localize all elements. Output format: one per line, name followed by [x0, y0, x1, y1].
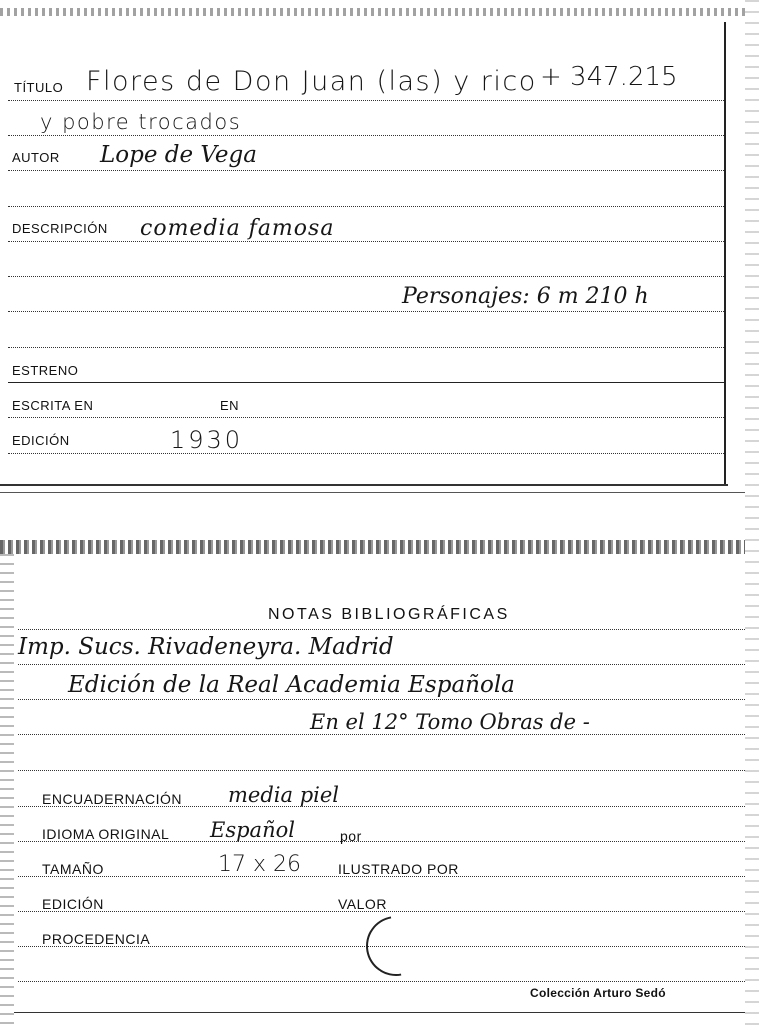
label-valor: VALOR [338, 896, 387, 912]
card-bottom-left-edge [0, 554, 14, 1024]
collection-footer: Colección Arturo Sedó [530, 986, 666, 1000]
card-bottom-top-edge [0, 540, 745, 554]
label-ilustrado-por: ILUSTRADO POR [338, 861, 459, 877]
label-descripcion: DESCRIPCIÓN [12, 221, 108, 236]
label-idioma-original: IDIOMA ORIGINAL [42, 826, 170, 842]
value-autor: Lope de Vega [100, 142, 257, 168]
label-estreno: ESTRENO [12, 363, 79, 378]
note-line-3: En el 12° Tomo Obras de - [310, 710, 590, 734]
rule-line [18, 734, 745, 735]
label-encuadernacion: ENCUADERNACIÓN [42, 791, 183, 807]
label-titulo: TÍTULO [14, 80, 64, 95]
value-titulo-line1: Flores de Don Juan (las) y rico [86, 66, 537, 97]
card-top-top-edge [0, 8, 745, 16]
notas-heading: NOTAS BIBLIOGRÁFICAS [268, 606, 510, 623]
label-edicion: EDICIÓN [12, 433, 70, 448]
value-idioma-original: Español [210, 818, 295, 842]
rule-line [18, 629, 745, 630]
rule-line [18, 770, 745, 771]
rule-line [8, 206, 724, 207]
rule-line [8, 417, 724, 418]
value-titulo-line2: y pobre trocados [40, 110, 242, 134]
label-autor: AUTOR [12, 150, 60, 165]
rule-line [8, 241, 724, 242]
scan-edge-right [745, 0, 759, 1028]
value-edicion: 1930 [170, 426, 244, 454]
note-line-2: Edición de la Real Academia Española [68, 672, 515, 698]
rule-line [8, 453, 724, 454]
rule-line [18, 664, 745, 665]
rule-line [8, 170, 724, 171]
catalog-card-bottom [0, 540, 745, 1028]
value-personajes: Personajes: 6 m 210 h [402, 284, 649, 309]
value-tamano: 17 x 26 [218, 852, 301, 877]
card-top-right-border [724, 22, 726, 484]
rule-line [8, 382, 724, 383]
rule-line [8, 100, 724, 101]
card-top-bottom-border [0, 484, 728, 486]
rule-line [18, 981, 745, 982]
label-escrita-en: ESCRITA EN [12, 398, 94, 413]
rule-line [8, 276, 724, 277]
rule-line [8, 347, 724, 348]
rule-line [8, 135, 724, 136]
stamp-mark [354, 904, 438, 988]
label-tamano: TAMAÑO [42, 861, 104, 877]
note-line-1: Imp. Sucs. Rivadeneyra. Madrid [18, 634, 394, 660]
label-por: por [340, 828, 362, 844]
label-en: EN [220, 398, 240, 413]
label-procedencia: PROCEDENCIA [42, 931, 151, 947]
card-separator [0, 492, 745, 493]
value-encuadernacion: media piel [228, 783, 339, 807]
value-titulo-number: + 347.215 [540, 62, 678, 92]
card-bottom-bottom-border [14, 1012, 745, 1013]
catalog-card-top [0, 0, 728, 486]
value-descripcion: comedia famosa [140, 216, 335, 241]
rule-line [8, 311, 724, 312]
label-edicion-bottom: EDICIÓN [42, 896, 104, 912]
rule-line [18, 699, 745, 700]
